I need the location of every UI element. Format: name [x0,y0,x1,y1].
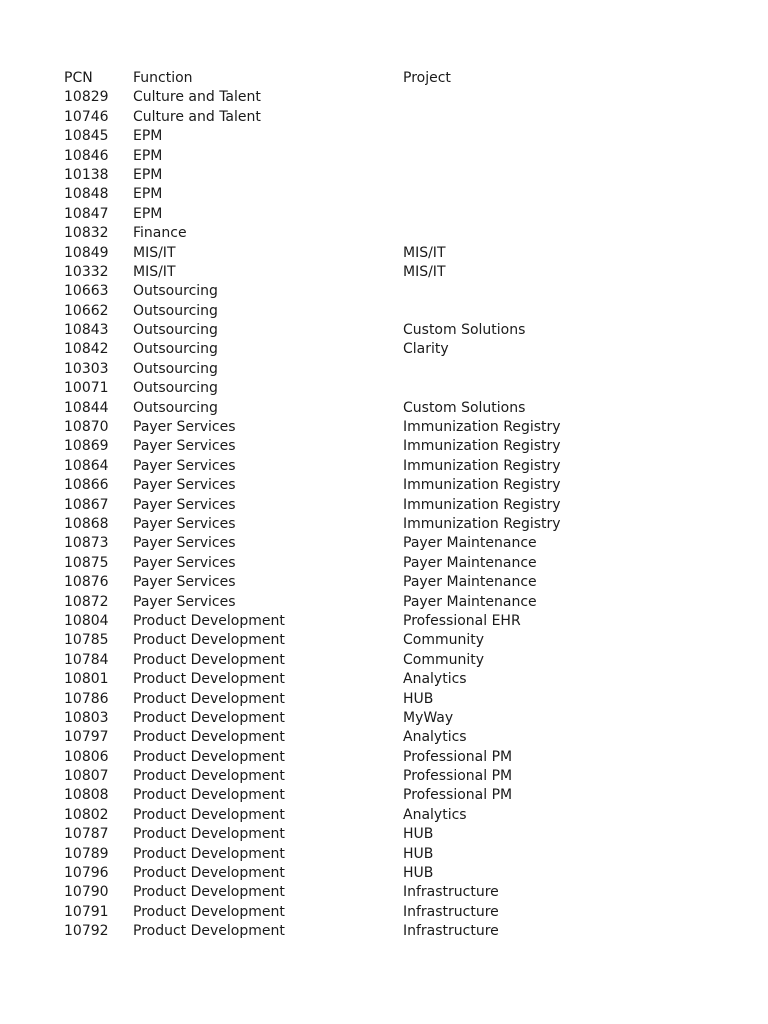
cell-function: Product Development [133,884,285,901]
cell-pcn: 10808 [64,787,109,804]
table-row [64,864,603,883]
cell-pcn: 10792 [64,923,109,940]
table-row [64,127,603,146]
cell-project: Immunization Registry [403,438,561,455]
cell-function: Product Development [133,923,285,940]
cell-project: Professional PM [403,787,513,804]
cell-function: Outsourcing [133,283,218,300]
table-row [64,457,603,476]
table-row [64,379,603,398]
table-row [64,631,603,650]
table-row [64,496,603,515]
cell-function: Product Development [133,787,285,804]
cell-project [403,166,603,185]
cell-project: MyWay [403,709,454,726]
cell-function: Product Development [133,632,285,649]
cell-pcn: 10791 [64,903,109,920]
cell-project [403,302,603,321]
cell-pcn: 10796 [64,865,109,882]
cell-function: MIS/IT [133,263,176,280]
cell-pcn: 10872 [64,593,109,610]
cell-pcn: 10848 [64,186,109,203]
cell-function: Outsourcing [133,302,218,319]
table-row [64,205,603,224]
table-row [64,263,603,282]
cell-function: Product Development [133,729,285,746]
cell-function: Payer Services [133,593,236,610]
table-body [64,88,603,941]
cell-pcn: 10846 [64,147,109,164]
cell-pcn: 10864 [64,457,109,474]
cell-pcn: 10332 [64,263,109,280]
cell-pcn: 10303 [64,360,109,377]
cell-pcn: 10787 [64,826,109,843]
cell-pcn: 10789 [64,845,109,862]
table-row [64,321,603,340]
cell-pcn: 10786 [64,690,109,707]
table-row [64,728,603,747]
cell-project: Payer Maintenance [403,593,537,610]
table-row [64,244,603,263]
table-row [64,554,603,573]
cell-project: HUB [403,690,434,707]
cell-function: EPM [133,166,163,183]
table-row [64,922,603,941]
cell-function: Payer Services [133,457,236,474]
cell-pcn: 10875 [64,554,109,571]
table-row [64,360,603,379]
cell-function: EPM [133,147,163,164]
table-row [64,515,603,534]
cell-project: HUB [403,865,434,882]
cell-function: Product Development [133,651,285,668]
cell-function: Payer Services [133,496,236,513]
cell-project: Analytics [403,806,467,823]
cell-function: Outsourcing [133,380,218,397]
cell-pcn: 10662 [64,302,109,319]
cell-pcn: 10806 [64,748,109,765]
cell-pcn: 10845 [64,128,109,145]
cell-project: MIS/IT [403,263,446,280]
cell-pcn: 10844 [64,399,109,416]
cell-function: Outsourcing [133,322,218,339]
cell-project: Professional EHR [403,612,521,629]
cell-project [403,379,603,398]
cell-function: Product Development [133,768,285,785]
cell-pcn: 10866 [64,477,109,494]
cell-project: HUB [403,845,434,862]
cell-pcn: 10843 [64,322,109,339]
cell-pcn: 10804 [64,612,109,629]
cell-project: Professional PM [403,768,513,785]
cell-project: Payer Maintenance [403,535,537,552]
table-row [64,883,603,902]
cell-pcn: 10849 [64,244,109,261]
table-row [64,709,603,728]
cell-pcn: 10138 [64,166,109,183]
table-row [64,399,603,418]
header-function: Function [133,70,193,86]
spreadsheet-table [64,69,603,942]
cell-project: Custom Solutions [403,399,526,416]
cell-function: Product Development [133,748,285,765]
table-row [64,437,603,456]
table-row [64,302,603,321]
cell-function: Payer Services [133,535,236,552]
cell-project [403,224,603,243]
cell-project [403,108,603,127]
table-row [64,786,603,805]
cell-pcn: 10847 [64,205,109,222]
cell-pcn: 10802 [64,806,109,823]
cell-function: Product Development [133,806,285,823]
cell-function: Culture and Talent [133,108,261,125]
cell-function: Product Development [133,709,285,726]
table-row [64,903,603,922]
table-row [64,806,603,825]
table-row [64,845,603,864]
cell-project [403,360,603,379]
cell-pcn: 10829 [64,89,109,106]
table-row [64,147,603,166]
cell-pcn: 10807 [64,768,109,785]
cell-project [403,282,603,301]
table-row [64,108,603,127]
cell-project [403,147,603,166]
cell-project [403,88,603,107]
cell-project [403,205,603,224]
cell-function: Product Development [133,612,285,629]
cell-function: EPM [133,186,163,203]
cell-pcn: 10842 [64,341,109,358]
table-row [64,690,603,709]
cell-project: Immunization Registry [403,515,561,532]
table-row [64,418,603,437]
cell-pcn: 10873 [64,535,109,552]
cell-pcn: 10876 [64,574,109,591]
cell-function: Payer Services [133,419,236,436]
table-row [64,340,603,359]
cell-function: Payer Services [133,477,236,494]
cell-project: Immunization Registry [403,496,561,513]
cell-project: Infrastructure [403,923,499,940]
cell-function: Finance [133,225,187,242]
cell-function: EPM [133,205,163,222]
cell-project: Infrastructure [403,903,499,920]
table-row [64,612,603,631]
cell-project: Payer Maintenance [403,574,537,591]
cell-function: Payer Services [133,574,236,591]
cell-function: Payer Services [133,554,236,571]
table-row [64,670,603,689]
cell-pcn: 10071 [64,380,109,397]
table-row [64,282,603,301]
cell-pcn: 10797 [64,729,109,746]
table-row [64,88,603,107]
cell-function: Outsourcing [133,360,218,377]
cell-pcn: 10870 [64,419,109,436]
table-row [64,224,603,243]
header-row [64,69,603,88]
cell-project: Community [403,651,485,668]
cell-pcn: 10746 [64,108,109,125]
cell-pcn: 10785 [64,632,109,649]
table-row [64,748,603,767]
cell-function: Product Development [133,826,285,843]
cell-project: Immunization Registry [403,457,561,474]
cell-project: Analytics [403,671,467,688]
cell-function: Product Development [133,690,285,707]
cell-project: Clarity [403,341,449,358]
table-row [64,166,603,185]
cell-pcn: 10663 [64,283,109,300]
table-row [64,651,603,670]
cell-pcn: 10784 [64,651,109,668]
cell-project: Immunization Registry [403,419,561,436]
table-row [64,767,603,786]
table-row [64,593,603,612]
cell-pcn: 10801 [64,671,109,688]
cell-project: Analytics [403,729,467,746]
cell-function: Outsourcing [133,341,218,358]
cell-pcn: 10869 [64,438,109,455]
header-pcn: PCN [64,70,93,86]
table-row [64,534,603,553]
cell-pcn: 10867 [64,496,109,513]
cell-project: Professional PM [403,748,513,765]
cell-pcn: 10832 [64,225,109,242]
cell-project: Infrastructure [403,884,499,901]
cell-function: EPM [133,128,163,145]
cell-project: Custom Solutions [403,322,526,339]
cell-pcn: 10790 [64,884,109,901]
cell-function: MIS/IT [133,244,176,261]
cell-project: MIS/IT [403,244,446,261]
cell-function: Outsourcing [133,399,218,416]
cell-function: Product Development [133,845,285,862]
table-row [64,185,603,204]
cell-pcn: 10868 [64,515,109,532]
header-project: Project [403,70,451,86]
cell-function: Culture and Talent [133,89,261,106]
cell-project: HUB [403,826,434,843]
cell-project [403,185,603,204]
cell-project [403,127,603,146]
cell-function: Product Development [133,865,285,882]
cell-pcn: 10803 [64,709,109,726]
cell-function: Product Development [133,671,285,688]
cell-project: Payer Maintenance [403,554,537,571]
cell-function: Payer Services [133,438,236,455]
cell-project: Immunization Registry [403,477,561,494]
cell-function: Payer Services [133,515,236,532]
cell-project: Community [403,632,485,649]
cell-function: Product Development [133,903,285,920]
table-row [64,573,603,592]
table-row [64,825,603,844]
table-row [64,476,603,495]
